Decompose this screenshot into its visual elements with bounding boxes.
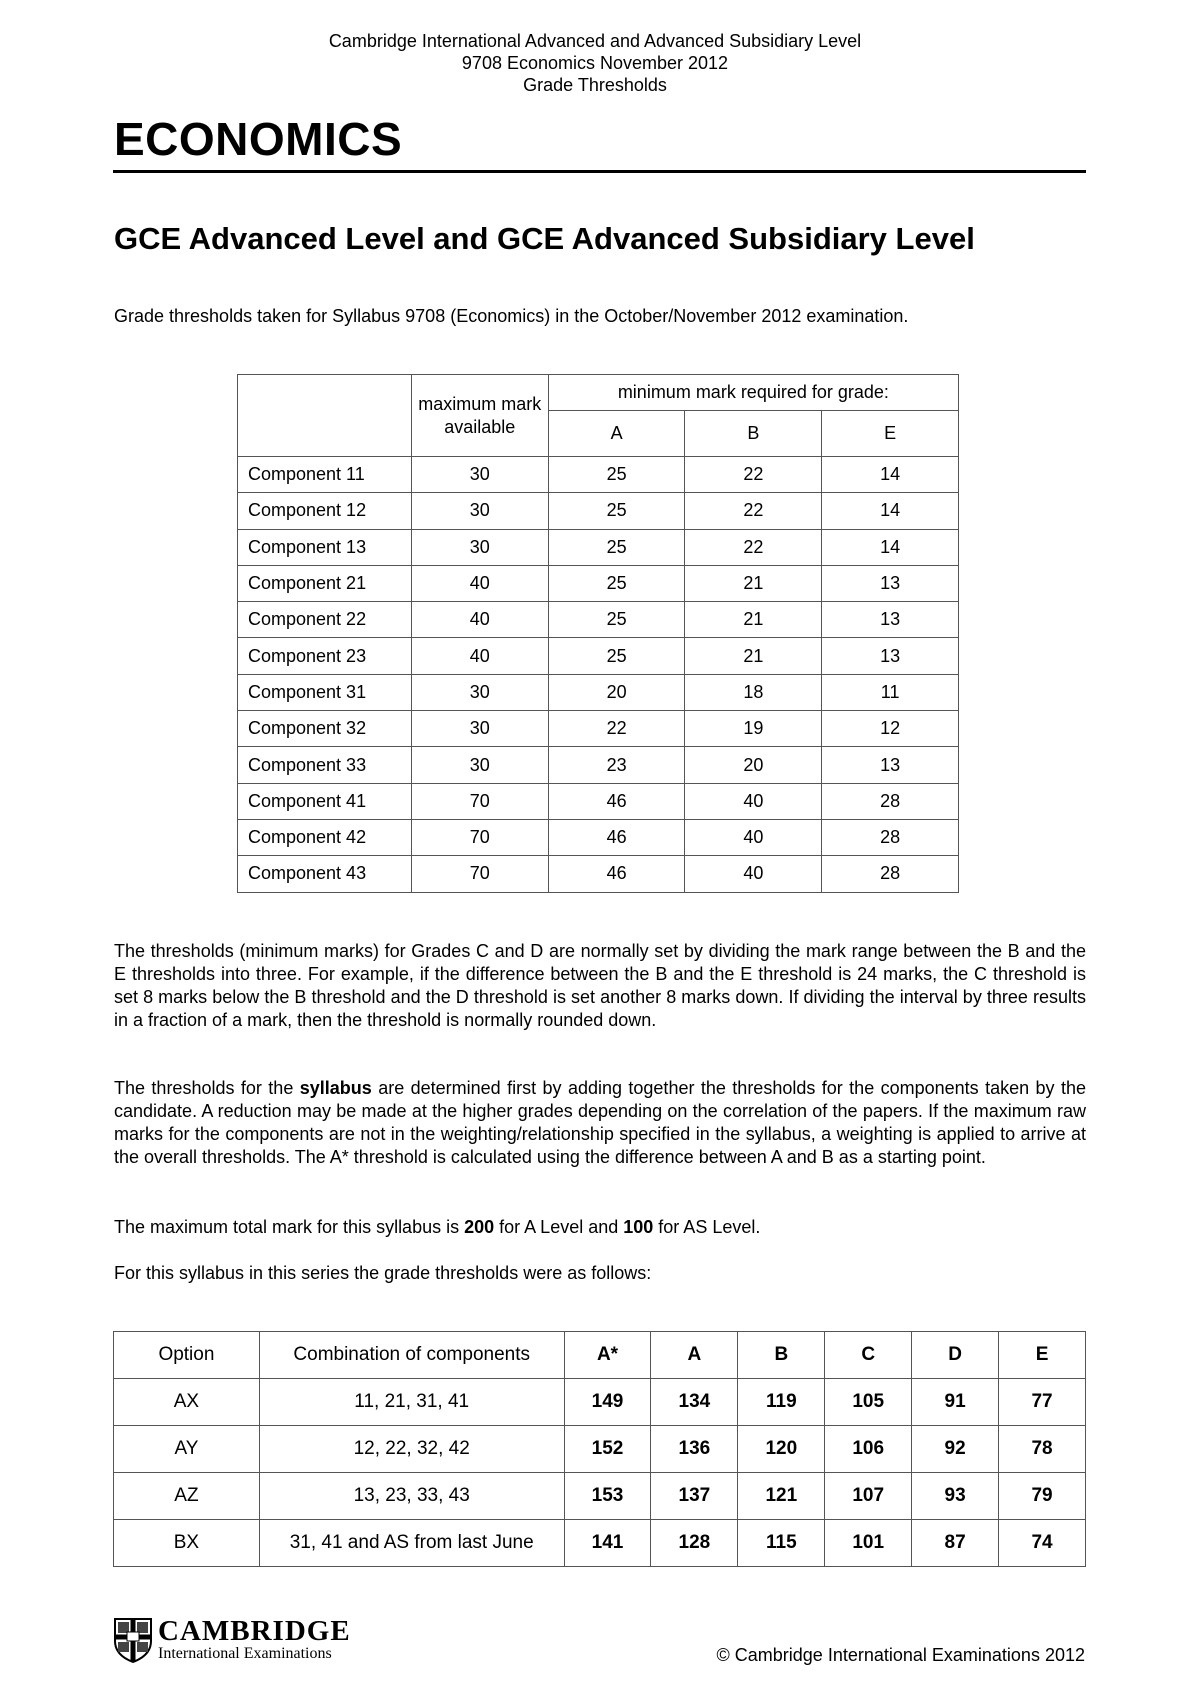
component-name-cell: Component 22 (238, 602, 412, 638)
threshold-cell: 136 (651, 1426, 738, 1473)
mark-cell: 40 (685, 819, 822, 855)
max-mark-header: maximum mark available (411, 375, 548, 457)
table-row (114, 1473, 1086, 1520)
document-header (0, 30, 1190, 96)
combination-cell: 12, 22, 32, 42 (259, 1426, 564, 1473)
component-name-cell: Component 42 (238, 819, 412, 855)
option-threshold-table (113, 1331, 1086, 1567)
table-row (238, 856, 959, 892)
threshold-cell: 152 (564, 1426, 651, 1473)
mark-cell: 40 (411, 602, 548, 638)
mark-cell: 70 (411, 819, 548, 855)
table-row (238, 638, 959, 674)
combination-cell: 13, 23, 33, 43 (259, 1473, 564, 1520)
mark-cell: 20 (685, 747, 822, 783)
mark-cell: 14 (822, 493, 959, 529)
title-divider (113, 170, 1086, 173)
table-row (238, 457, 959, 493)
mark-cell: 23 (548, 747, 685, 783)
mark-cell: 19 (685, 711, 822, 747)
component-name-cell: Component 21 (238, 565, 412, 601)
grade-header-astar: A* (564, 1332, 651, 1379)
grade-header-b: B (685, 411, 822, 457)
threshold-cell: 128 (651, 1520, 738, 1567)
mark-cell: 22 (685, 457, 822, 493)
mark-cell: 30 (411, 711, 548, 747)
threshold-cell: 91 (912, 1379, 999, 1426)
paragraph-syllabus-thresholds: The thresholds for the syllabus are determined first by adding together the thresholds for the components taken by the candidate. A reduction may be made at the higher grades depending on the correlation of the papers. If the maximum raw marks for the components are not in the weighting/relationship specified in the syllabus, a weighting is applied to arrive at the overall thresholds. The A* threshold is calculated using the difference between A and B as a starting point. (114, 1078, 1086, 1167)
logo-subtitle: International Examinations (158, 1645, 332, 1662)
threshold-cell: 78 (999, 1426, 1086, 1473)
mark-cell: 25 (548, 638, 685, 674)
threshold-cell: 105 (825, 1379, 912, 1426)
component-name-cell: Component 11 (238, 457, 412, 493)
table-row (114, 1520, 1086, 1567)
page-title: ECONOMICS (114, 113, 403, 165)
table-row (238, 674, 959, 710)
mark-cell: 13 (822, 747, 959, 783)
paragraph-grades-c-d: The thresholds (minimum marks) for Grades C and D are normally set by dividing the mark range between the B and the E thresholds into three. For example, if the difference between the B and the E threshold is 24 marks, the C threshold is set 8 marks below the B threshold and the D threshold is set another 8 marks down. If dividing the interval by three results in a fraction of a mark, then the threshold is normally rounded down. (114, 941, 1086, 1030)
threshold-cell: 106 (825, 1426, 912, 1473)
component-name-cell: Component 12 (238, 493, 412, 529)
mark-cell: 28 (822, 783, 959, 819)
threshold-cell: 141 (564, 1520, 651, 1567)
option-cell: AZ (114, 1473, 260, 1520)
threshold-cell: 153 (564, 1473, 651, 1520)
mark-cell: 14 (822, 457, 959, 493)
mark-cell: 20 (548, 674, 685, 710)
mark-cell: 30 (411, 529, 548, 565)
grade-header-a: A (651, 1332, 738, 1379)
threshold-cell: 74 (999, 1520, 1086, 1567)
mark-cell: 25 (548, 529, 685, 565)
copyright-notice: © Cambridge International Examinations 2012 (716, 1645, 1085, 1665)
threshold-cell: 137 (651, 1473, 738, 1520)
mark-cell: 18 (685, 674, 822, 710)
table-row (238, 819, 959, 855)
combination-cell: 11, 21, 31, 41 (259, 1379, 564, 1426)
threshold-cell: 134 (651, 1379, 738, 1426)
threshold-cell: 93 (912, 1473, 999, 1520)
combination-cell: 31, 41 and AS from last June (259, 1520, 564, 1567)
mark-cell: 25 (548, 457, 685, 493)
threshold-cell: 92 (912, 1426, 999, 1473)
mark-cell: 40 (685, 856, 822, 892)
grade-header-d: D (912, 1332, 999, 1379)
component-name-cell: Component 43 (238, 856, 412, 892)
mark-cell: 30 (411, 457, 548, 493)
mark-cell: 21 (685, 602, 822, 638)
mark-cell: 46 (548, 819, 685, 855)
university-shield-icon (113, 1617, 153, 1663)
table-row (114, 1379, 1086, 1426)
option-header: Option (114, 1332, 260, 1379)
grade-header-e: E (822, 411, 959, 457)
threshold-cell: 120 (738, 1426, 825, 1473)
mark-cell: 11 (822, 674, 959, 710)
table-row (238, 783, 959, 819)
mark-cell: 70 (411, 856, 548, 892)
threshold-cell: 101 (825, 1520, 912, 1567)
mark-cell: 25 (548, 602, 685, 638)
component-name-cell: Component 41 (238, 783, 412, 819)
component-name-cell: Component 13 (238, 529, 412, 565)
header-line-3: Grade Thresholds (523, 75, 667, 95)
mark-cell: 25 (548, 493, 685, 529)
paragraph-intro-options: For this syllabus in this series the grade thresholds were as follows: (114, 1263, 652, 1283)
threshold-cell: 119 (738, 1379, 825, 1426)
paragraph-max-total: The maximum total mark for this syllabus is 200 for A Level and 100 for AS Level. (114, 1217, 761, 1237)
syllabus-emphasis: syllabus (299, 1078, 372, 1098)
table-row (238, 747, 959, 783)
mark-cell: 22 (685, 529, 822, 565)
table-row (114, 1426, 1086, 1473)
mark-cell: 21 (685, 638, 822, 674)
mark-cell: 30 (411, 747, 548, 783)
grade-header-c: C (825, 1332, 912, 1379)
min-mark-group-header: minimum mark required for grade: (548, 375, 958, 411)
header-line-1: Cambridge International Advanced and Advanced Subsidiary Level (328, 31, 862, 51)
component-name-cell: Component 32 (238, 711, 412, 747)
mark-cell: 25 (548, 565, 685, 601)
mark-cell: 70 (411, 783, 548, 819)
threshold-cell: 107 (825, 1473, 912, 1520)
mark-cell: 12 (822, 711, 959, 747)
grade-header-a: A (548, 411, 685, 457)
table-row (238, 493, 959, 529)
mark-cell: 40 (411, 638, 548, 674)
mark-cell: 22 (548, 711, 685, 747)
table-row (238, 565, 959, 601)
mark-cell: 46 (548, 856, 685, 892)
table-row (238, 602, 959, 638)
as-level-max-mark: 100 (623, 1217, 654, 1237)
table-row (238, 711, 959, 747)
header-line-2: 9708 Economics November 2012 (461, 53, 729, 73)
a-level-max-mark: 200 (464, 1217, 495, 1237)
blank-header-cell (238, 375, 412, 457)
component-name-cell: Component 31 (238, 674, 412, 710)
mark-cell: 13 (822, 565, 959, 601)
cambridge-logo (113, 1617, 351, 1663)
mark-cell: 30 (411, 493, 548, 529)
mark-cell: 13 (822, 602, 959, 638)
option-cell: AY (114, 1426, 260, 1473)
threshold-cell: 115 (738, 1520, 825, 1567)
component-name-cell: Component 23 (238, 638, 412, 674)
option-cell: AX (114, 1379, 260, 1426)
intro-text: Grade thresholds taken for Syllabus 9708 (Economics) in the October/November 2012 examination. (114, 306, 909, 326)
mark-cell: 46 (548, 783, 685, 819)
component-threshold-table (237, 374, 959, 893)
threshold-cell: 121 (738, 1473, 825, 1520)
table-row (238, 529, 959, 565)
threshold-cell: 149 (564, 1379, 651, 1426)
mark-cell: 13 (822, 638, 959, 674)
mark-cell: 22 (685, 493, 822, 529)
mark-cell: 28 (822, 856, 959, 892)
component-name-cell: Component 33 (238, 747, 412, 783)
mark-cell: 21 (685, 565, 822, 601)
threshold-cell: 77 (999, 1379, 1086, 1426)
mark-cell: 30 (411, 674, 548, 710)
mark-cell: 28 (822, 819, 959, 855)
grade-header-e: E (999, 1332, 1086, 1379)
mark-cell: 40 (411, 565, 548, 601)
mark-cell: 14 (822, 529, 959, 565)
threshold-cell: 87 (912, 1520, 999, 1567)
logo-wordmark: CAMBRIDGE (158, 1615, 351, 1647)
option-cell: BX (114, 1520, 260, 1567)
grade-header-b: B (738, 1332, 825, 1379)
mark-cell: 40 (685, 783, 822, 819)
threshold-cell: 79 (999, 1473, 1086, 1520)
combination-header: Combination of components (259, 1332, 564, 1379)
page-subtitle: GCE Advanced Level and GCE Advanced Subsidiary Level (114, 221, 975, 256)
